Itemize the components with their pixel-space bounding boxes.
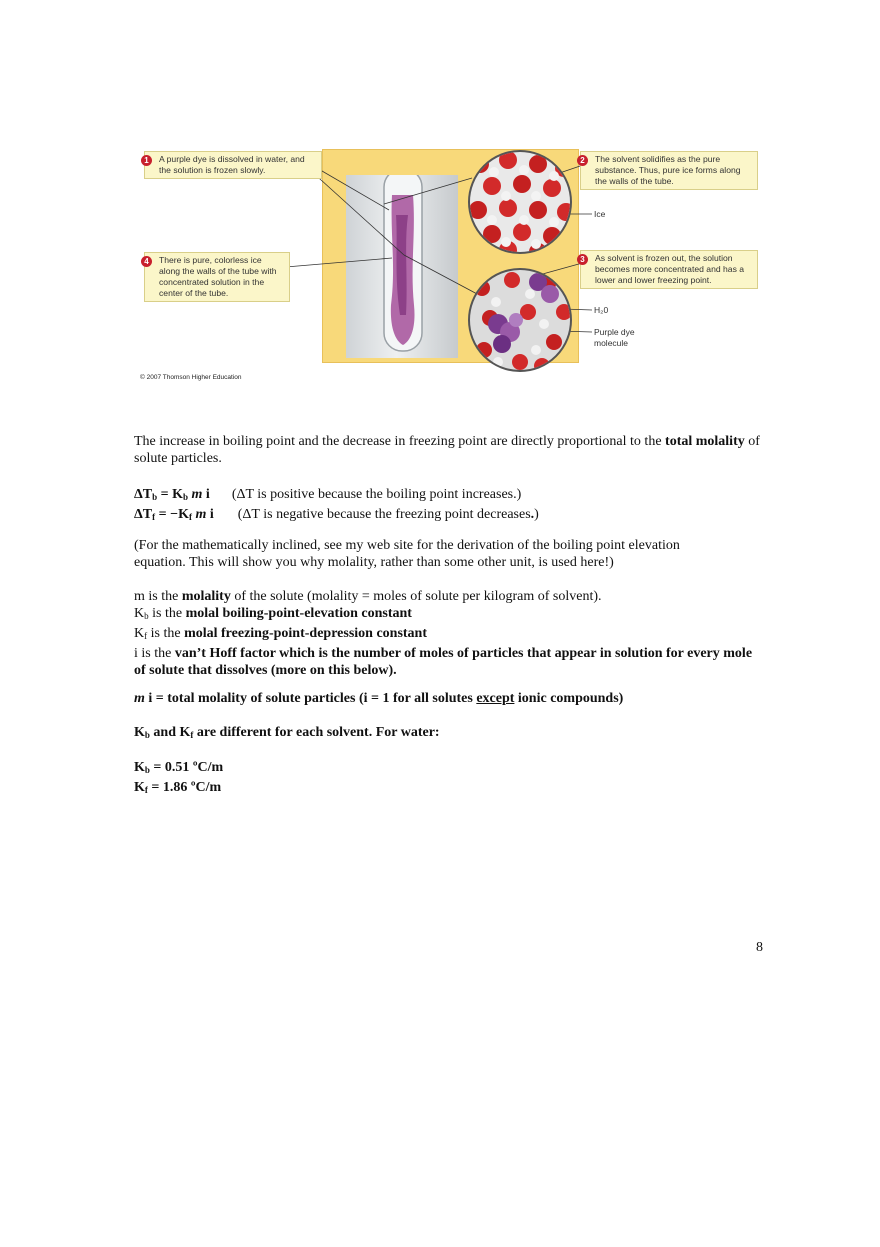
eq2-dot: .: [530, 507, 535, 522]
def-m-c: of the solute (molality = moles of solute per kilogram of solvent).: [230, 589, 602, 604]
eq1-k: = K: [157, 487, 184, 502]
def-i-a: i is the: [134, 646, 175, 661]
label-ice: Ice: [594, 209, 606, 219]
kfw-a: K: [134, 780, 145, 795]
kfw-sub: f: [144, 785, 148, 795]
mi-except: except: [476, 691, 515, 706]
def-kb-a: K: [134, 606, 145, 621]
mi-text: i = total molality of solute particles (i = 1 for all solutes: [144, 691, 477, 706]
def-kb-sub: b: [144, 611, 149, 621]
solvent-line: [134, 724, 764, 744]
eq2-close: ): [534, 507, 539, 522]
equation-freezing: [134, 506, 764, 526]
label-purple-dye: Purple dye molecule: [594, 327, 635, 348]
water-constants: [134, 759, 764, 799]
eq1-note: (ΔT is positive because the boiling point increases.): [231, 487, 522, 502]
def-m-a: m is the: [134, 589, 182, 604]
intro-bold: total molality: [665, 434, 745, 449]
def-m-b: molality: [181, 589, 231, 604]
kbw-a: K: [134, 760, 145, 775]
def-kf-sub: f: [144, 631, 148, 641]
intro-text-end: of solute particles.: [134, 434, 760, 466]
mi-line: [134, 690, 764, 707]
eq1-m: m: [188, 487, 203, 502]
kb-water: [134, 759, 764, 779]
def-i-b: van’t Hoff factor which is the number of moles of particles that appear in solution for every mole of solute that dissolves (more on this below).: [134, 646, 753, 678]
eq2-k: = −K: [155, 507, 189, 522]
def-kb-b: is the: [148, 606, 186, 621]
callout-2: [580, 151, 758, 190]
callout-1: [144, 151, 322, 179]
eq2-sub: f: [152, 512, 156, 522]
callout-1-text: A purple dye is dissolved in water, and the solution is frozen slowly.: [159, 154, 305, 175]
callout-1-number: 1: [141, 155, 152, 166]
kbw-b: = 0.51 ºC/m: [149, 760, 224, 775]
kfw-b: = 1.86 ºC/m: [147, 780, 222, 795]
definitions: [134, 588, 764, 679]
eq2-sub2: f: [188, 512, 192, 522]
figure-copyright: © 2007 Thomson Higher Education: [140, 374, 242, 381]
eq2-i: i: [206, 507, 214, 522]
kbw-sub: b: [144, 765, 150, 775]
eq2-delta: ΔT: [134, 507, 153, 522]
eq1-delta: ΔT: [134, 487, 153, 502]
eq1-i: i: [202, 487, 210, 502]
eq1-sub: b: [152, 492, 158, 502]
diff-sub2: f: [190, 730, 194, 740]
def-kf-a: K: [134, 626, 145, 641]
def-kb-c: molal boiling-point-elevation constant: [185, 606, 412, 621]
callout-4-number: 4: [141, 256, 152, 267]
def-kf: [134, 625, 764, 645]
page-number: 8: [756, 940, 763, 955]
eq1-sub2: b: [183, 492, 189, 502]
math-note: [134, 537, 734, 571]
ice-molecule-circle: [468, 150, 572, 254]
callout-4: [144, 252, 290, 302]
solution-molecule-circle: [468, 268, 572, 372]
def-kb: [134, 605, 764, 625]
def-molality: [134, 588, 764, 605]
diff-sub: b: [144, 730, 150, 740]
callout-3-number: 3: [577, 254, 588, 265]
equations: [134, 486, 764, 526]
math-note-text: (For the mathematically inclined, see my web site for the derivation of the boiling point elevation equation. This will show you why molality, rather than some other unit, is used here!): [134, 538, 680, 570]
eq2-note: (ΔT is negative because the freezing point decreases: [237, 507, 531, 522]
callout-2-number: 2: [577, 155, 588, 166]
diff-c: are different for each solvent. For water:: [193, 725, 440, 740]
mi-text-end: ionic compounds): [514, 691, 624, 706]
diff-a: K: [134, 725, 145, 740]
kf-water: [134, 779, 764, 799]
callout-4-text: There is pure, colorless ice along the walls of the tube with concentrated solution in the center of the tube.: [159, 255, 277, 298]
mi-m: m: [134, 691, 145, 706]
def-kf-b: is the: [147, 626, 185, 641]
eq2-m: m: [191, 507, 207, 522]
diff-b: and K: [149, 725, 191, 740]
freezing-figure: [134, 140, 760, 390]
equation-boiling: [134, 486, 764, 506]
callout-3-text: As solvent is frozen out, the solution becomes more concentrated and has a lower and lower freezing point.: [595, 253, 745, 285]
def-vant-hoff: [134, 645, 764, 679]
intro-text: The increase in boiling point and the decrease in freezing point are directly proportional to the: [134, 434, 666, 449]
label-h2o: H₂0: [594, 305, 609, 315]
intro-paragraph: [134, 433, 764, 467]
callout-2-text: The solvent solidifies as the pure substance. Thus, pure ice forms along the walls of the tube.: [595, 154, 741, 186]
def-kf-c: molal freezing-point-depression constant: [184, 626, 427, 641]
callout-3: [580, 250, 758, 289]
